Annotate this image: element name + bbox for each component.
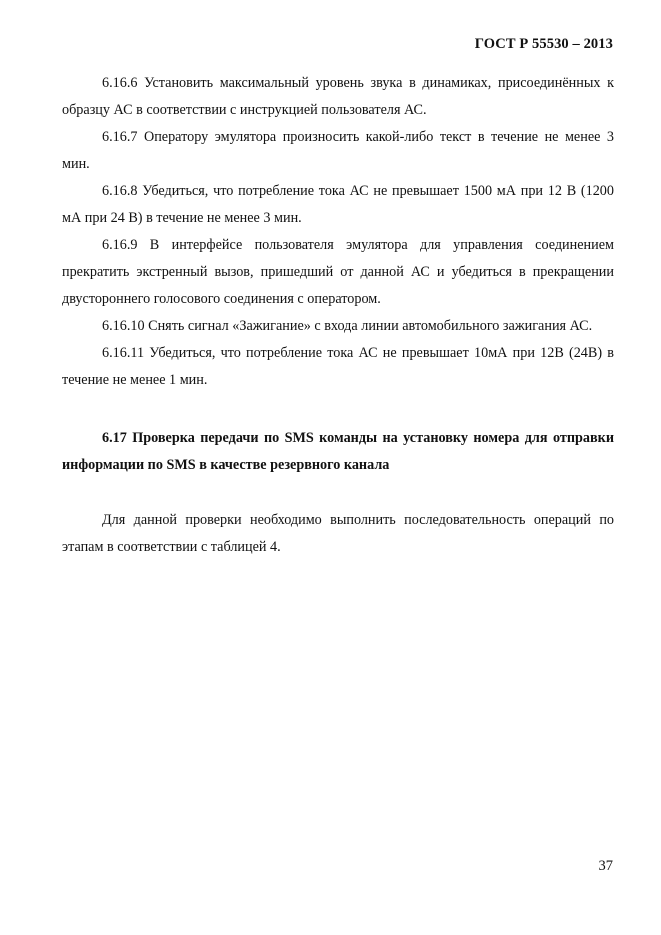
section-body-6-17: Для данной проверки необходимо выполнить последовательность операций по этапам в соответствии с таблицей 4.: [62, 512, 614, 555]
paragraph-6-16-8: 6.16.8 Убедиться, что потребление тока АС не превышает 1500 мА при 12 В (1200 мА при 24 В) в течение не менее 3 мин.: [62, 183, 614, 226]
page-number: 37: [598, 858, 613, 874]
paragraph-6-16-10: 6.16.10 Снять сигнал «Зажигание» с входа линии автомобильного зажигания АС.: [102, 318, 593, 334]
paragraph-6-16-11: 6.16.11 Убедиться, что потребление тока АС не превышает 10мА при 12В (24В) в течение не менее 1 мин.: [62, 345, 614, 388]
document-body: [62, 70, 614, 561]
paragraph-6-16-6: 6.16.6 Установить максимальный уровень звука в динамиках, присоединённых к образцу АС в соответствии с инструкцией пользователя АС.: [62, 75, 614, 118]
section-title-6-17: 6.17 Проверка передачи по SMS команды на установку номера для отправки информации по SMS в качестве резервного канала: [62, 430, 614, 473]
paragraph-6-16-9: 6.16.9 В интерфейсе пользователя эмулятора для управления соединением прекратить экстренный вызов, пришедший от данной АС и убедиться в прекращении двустороннего голосового соединения с оператором.: [62, 237, 614, 307]
paragraph-6-16-7: 6.16.7 Оператору эмулятора произносить какой-либо текст в течение не менее 3 мин.: [62, 129, 614, 172]
document-header: ГОСТ Р 55530 – 2013: [474, 36, 613, 52]
